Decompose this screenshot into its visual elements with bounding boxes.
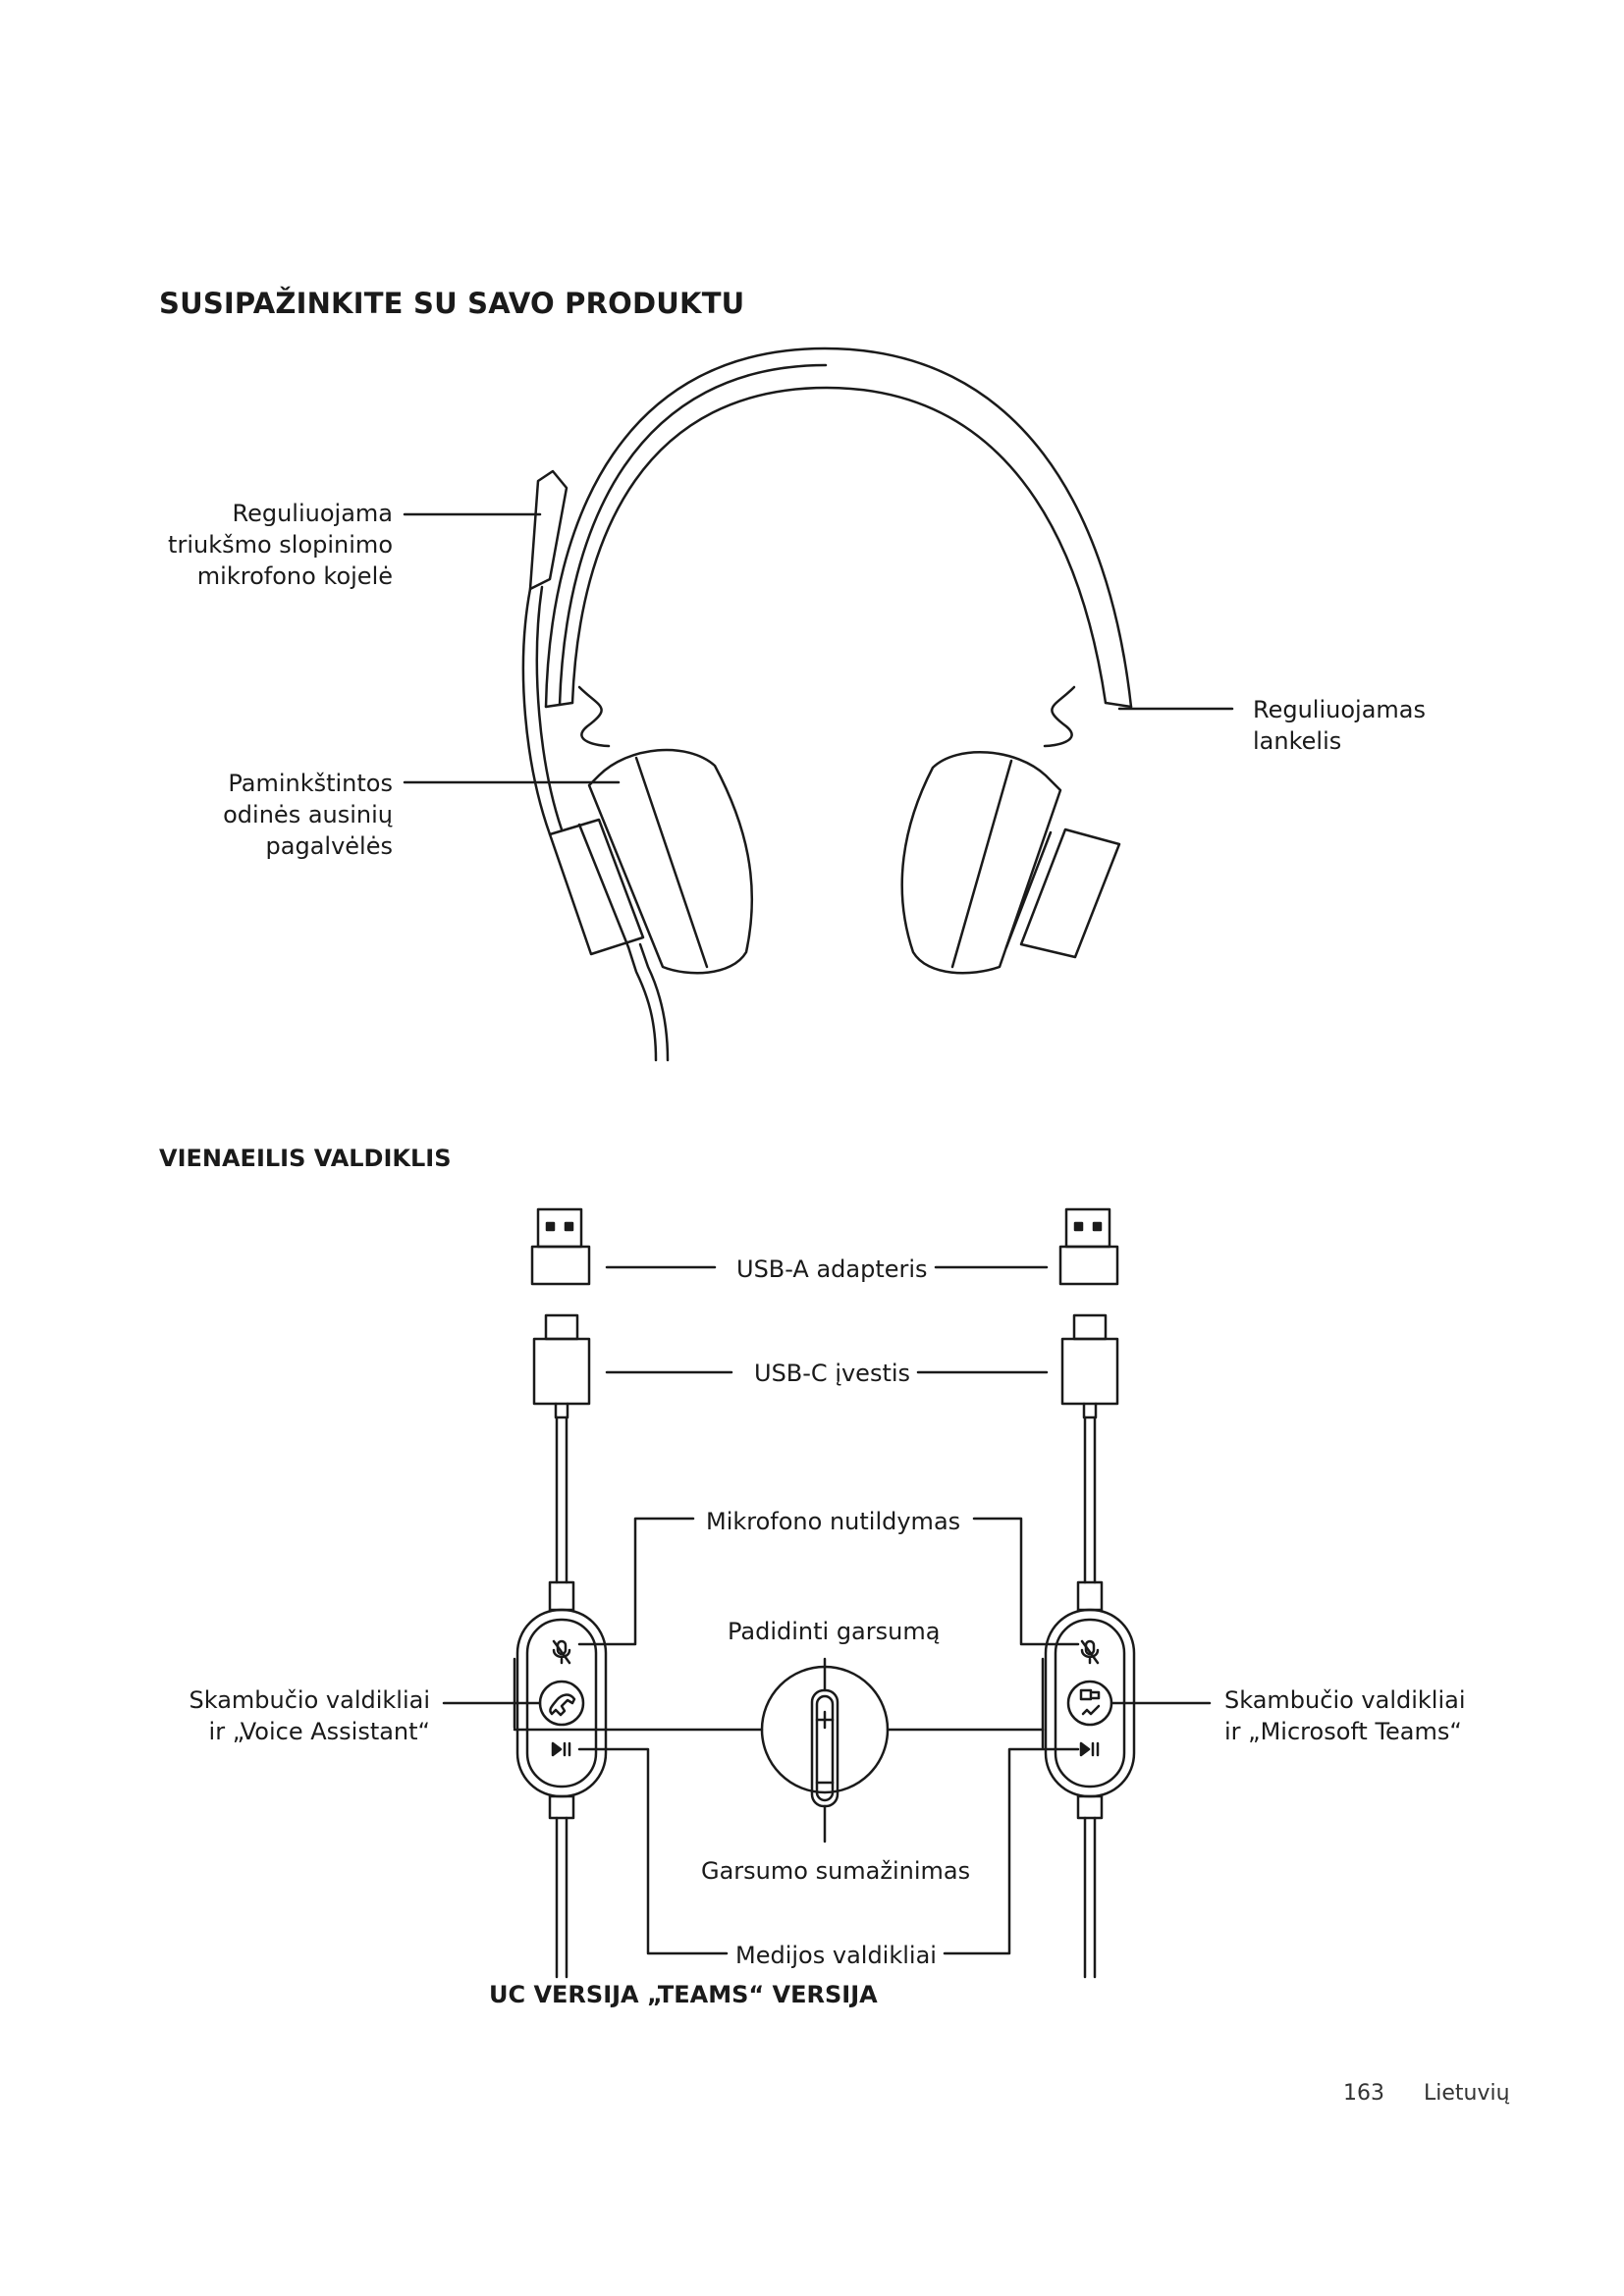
section-title-know-product: SUSIPAŽINKITE SU SAVO PRODUKTU — [159, 287, 745, 320]
play-pause-icon-teams — [1081, 1743, 1098, 1755]
label-call-teams: Skambučio valdikliai ir „Microsoft Teams“ — [1224, 1686, 1466, 1745]
usb-c-plug-left — [546, 1315, 577, 1339]
play-pause-icon-uc — [553, 1743, 569, 1755]
label-usb-a: USB-A adapteris — [736, 1255, 928, 1283]
label-media-controls: Medijos valdikliai — [735, 1942, 937, 1969]
mic-mute-icon — [554, 1641, 569, 1663]
right-ear-cup — [902, 752, 1119, 973]
headset-cable — [628, 947, 656, 1060]
headband — [546, 348, 1131, 707]
mic-mute-icon-teams — [1082, 1641, 1098, 1663]
controller-teams — [1043, 1582, 1134, 1818]
label-usb-c: USB-C įvestis — [754, 1360, 911, 1387]
page-number: 163 — [1343, 2081, 1384, 2106]
headset-drawing — [405, 348, 1232, 1060]
label-mic-mute: Mikrofono nutildymas — [706, 1508, 961, 1535]
usb-c-plug-right — [1074, 1315, 1106, 1339]
mic-boom — [530, 471, 567, 589]
controller-uc — [514, 1582, 606, 1818]
usb-a-plug-right — [1066, 1209, 1110, 1247]
label-volume-down: Garsumo sumažinimas — [701, 1857, 971, 1885]
label-volume-up: Padidinti garsumą — [728, 1618, 941, 1645]
footer-language: Lietuvių — [1424, 2081, 1510, 2106]
teams-icon — [1081, 1690, 1099, 1714]
phone-icon — [550, 1695, 574, 1715]
label-call-voice-assistant: Skambučio valdikliai ir „Voice Assistant“ — [189, 1686, 430, 1745]
usb-plugs — [532, 1209, 1117, 1404]
volume-plus-icon — [817, 1712, 833, 1728]
label-headband: Reguliuojamas lankelis — [1253, 696, 1427, 755]
versions-caption: UC VERSIJA „TEAMS“ VERSIJA — [489, 1981, 878, 2008]
label-mic-boom: Reguliuojama triukšmo slopinimo mikrofono kojelė — [168, 500, 393, 590]
usb-a-plug-left — [538, 1209, 581, 1247]
label-ear-cushions: Paminkštintos odinės ausinių pagalvėlės — [223, 770, 393, 860]
teams-button — [1068, 1682, 1111, 1725]
section-title-inline-controller: VIENAEILIS VALDIKLIS — [159, 1145, 452, 1172]
call-button-uc — [540, 1682, 583, 1725]
